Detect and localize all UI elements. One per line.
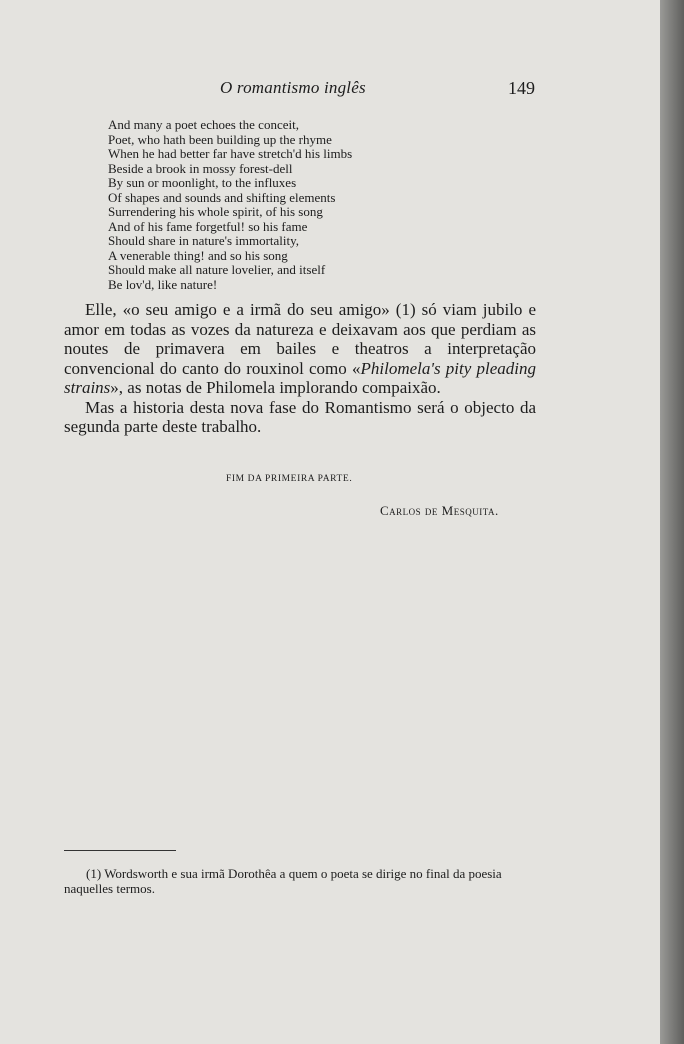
poem-line: By sun or moonlight, to the influxes xyxy=(108,175,297,190)
paragraph-1-text-b: », as notas de Philomela implorando compaixão. xyxy=(110,378,441,397)
poem-line: Of shapes and sounds and shifting elements xyxy=(108,189,336,205)
body-text xyxy=(64,300,536,437)
footnote xyxy=(64,866,536,896)
poem-line: Poet, who hath been building up the rhyme xyxy=(108,131,332,147)
paragraph-1 xyxy=(64,300,536,398)
poem-line: Beside a brook in mossy forest-dell xyxy=(108,160,293,176)
paragraph-2: Mas a historia desta nova fase do Romantismo será o objecto da segunda parte deste trabalho. xyxy=(64,397,536,436)
poem-line: Should share in nature's immortality, xyxy=(108,233,300,248)
poem-line: Surrendering his whole spirit, of his song xyxy=(108,204,323,219)
author-signature: Carlos de Mesquita. xyxy=(380,503,499,518)
book-edge-shadow xyxy=(660,0,684,1044)
poem-line: When he had better far have stretch'd his limbs xyxy=(108,146,353,161)
footnote-marker: (1) xyxy=(86,866,102,881)
page-number: 149 xyxy=(508,78,535,98)
running-title: O romantismo inglês xyxy=(220,78,366,97)
poem-line: And many a poet echoes the conceit, xyxy=(108,117,299,132)
poem-line: Should make all nature lovelier, and itself xyxy=(108,262,326,277)
footnote-text: Wordsworth e sua irmã Dorothêa a quem o poeta se dirige no final da poesia naquelles termos. xyxy=(64,866,502,896)
footnote-divider xyxy=(64,850,176,851)
poem-quotation xyxy=(108,118,352,292)
paragraph-1-italic-quote: Philomela's pity pleading strains xyxy=(64,358,536,397)
paragraph-1-text-a: Elle, «o seu amigo e a irmã do seu amigo» (1) só viam jubilo e amor em todas as vozes da natureza e deixavam aos que perdiam as noutes de primavera em bailes e theatros a interpretação convencional do canto do rouxinol como « xyxy=(64,300,536,378)
poem-line: And of his fame forgetful! so his fame xyxy=(108,218,308,234)
poem-line: A venerable thing! and so his song xyxy=(108,247,288,263)
poem-line: Be lov'd, like nature! xyxy=(108,276,218,292)
end-of-part-note: FIM DA PRIMEIRA PARTE. xyxy=(226,474,353,484)
